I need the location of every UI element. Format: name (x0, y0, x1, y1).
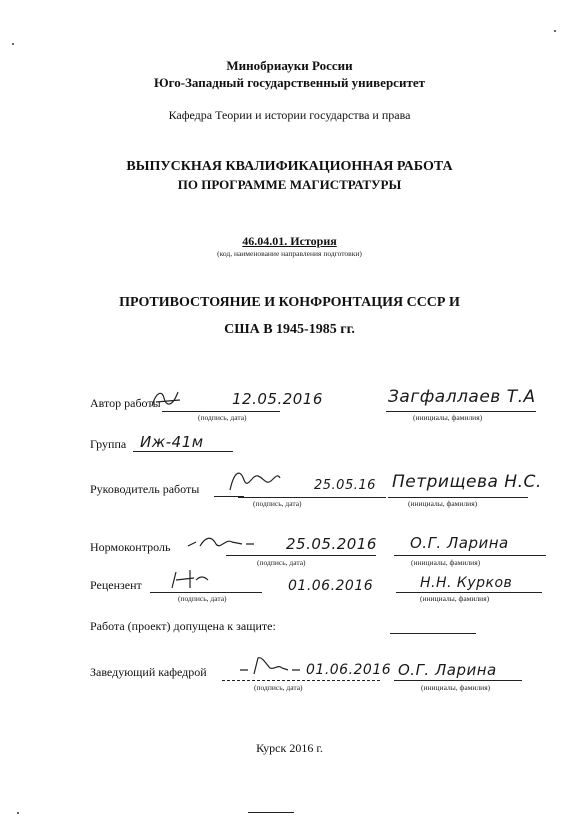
head-signature (238, 652, 302, 684)
head-label: Заведующий кафедрой (90, 665, 207, 679)
scan-speck (17, 812, 19, 814)
head-name: О.Г. Ларина (398, 661, 497, 679)
department: Кафедра Теории и истории государства и права (168, 108, 411, 122)
reviewer-name-caption: (инициалы, фамилия) (420, 594, 490, 603)
normcontrol-name: О.Г. Ларина (410, 534, 509, 552)
supervisor-sign-line (238, 497, 386, 498)
admitted-label: Работа (проект) допущена к защите: (90, 619, 276, 633)
direction-code: 46.04.01. История (242, 234, 337, 248)
author-date: 12.05.2016 (232, 390, 323, 408)
supervisor-name: Петрищева Н.С. (392, 472, 542, 492)
work-type-line1: ВЫПУСКНАЯ КВАЛИФИКАЦИОННАЯ РАБОТА (126, 159, 453, 174)
ministry: Минобриауки России (226, 58, 353, 73)
group-value: Иж-41м (140, 433, 204, 451)
normcontrol-sign-line (226, 555, 376, 556)
reviewer-sign-caption: (подпись, дата) (178, 594, 227, 603)
supervisor-name-caption: (инициалы, фамилия) (408, 499, 478, 508)
thesis-title-line1: ПРОТИВОСТОЯНИЕ И КОНФРОНТАЦИЯ СССР И (119, 295, 460, 310)
reviewer-date: 01.06.2016 (288, 578, 374, 594)
reviewer-label: Рецензент (90, 578, 142, 592)
author-name: Загфаллаев Т.А (388, 387, 536, 407)
author-name-caption: (инициалы, фамилия) (413, 413, 483, 422)
work-type-line2: ПО ПРОГРАММЕ МАГИСТРАТУРЫ (177, 177, 402, 192)
scan-speck (554, 30, 556, 32)
group-line (133, 451, 233, 452)
city-year: Курск 2016 г. (256, 741, 323, 755)
author-sign-caption: (подпись, дата) (198, 413, 247, 422)
thesis-title-line2: США В 1945-1985 гг. (224, 322, 355, 337)
supervisor-name-line (388, 497, 528, 498)
head-sign-caption: (подпись, дата) (254, 683, 303, 692)
head-name-caption: (инициалы, фамилия) (421, 683, 491, 692)
admitted-line (390, 633, 476, 634)
normcontrol-name-line (394, 555, 546, 556)
normcontrol-sign-caption: (подпись, дата) (257, 558, 306, 567)
supervisor-sign-caption: (подпись, дата) (253, 499, 302, 508)
reviewer-name-line (396, 592, 542, 593)
author-name-line (386, 411, 536, 412)
supervisor-date: 25.05.16 (314, 478, 376, 493)
group-label: Группа (90, 437, 127, 451)
author-sign-line (162, 411, 280, 412)
head-name-line (394, 680, 522, 681)
scan-speck (12, 43, 14, 45)
reviewer-name: Н.Н. Курков (420, 575, 513, 591)
normcontrol-date: 25.05.2016 (286, 535, 377, 553)
bottom-mark (248, 812, 294, 813)
normcontrol-name-caption: (инициалы, фамилия) (411, 558, 481, 567)
supervisor-signature (226, 466, 282, 500)
supervisor-label: Руководитель работы (90, 482, 200, 496)
head-date: 01.06.2016 (306, 662, 392, 678)
university: Юго-Западный государственный университет (154, 75, 425, 90)
normcontrol-label: Нормоконтроль (90, 540, 171, 554)
direction-code-caption: (код, наименование направления подготовки) (217, 249, 362, 258)
author-label: Автор работы (90, 396, 161, 410)
